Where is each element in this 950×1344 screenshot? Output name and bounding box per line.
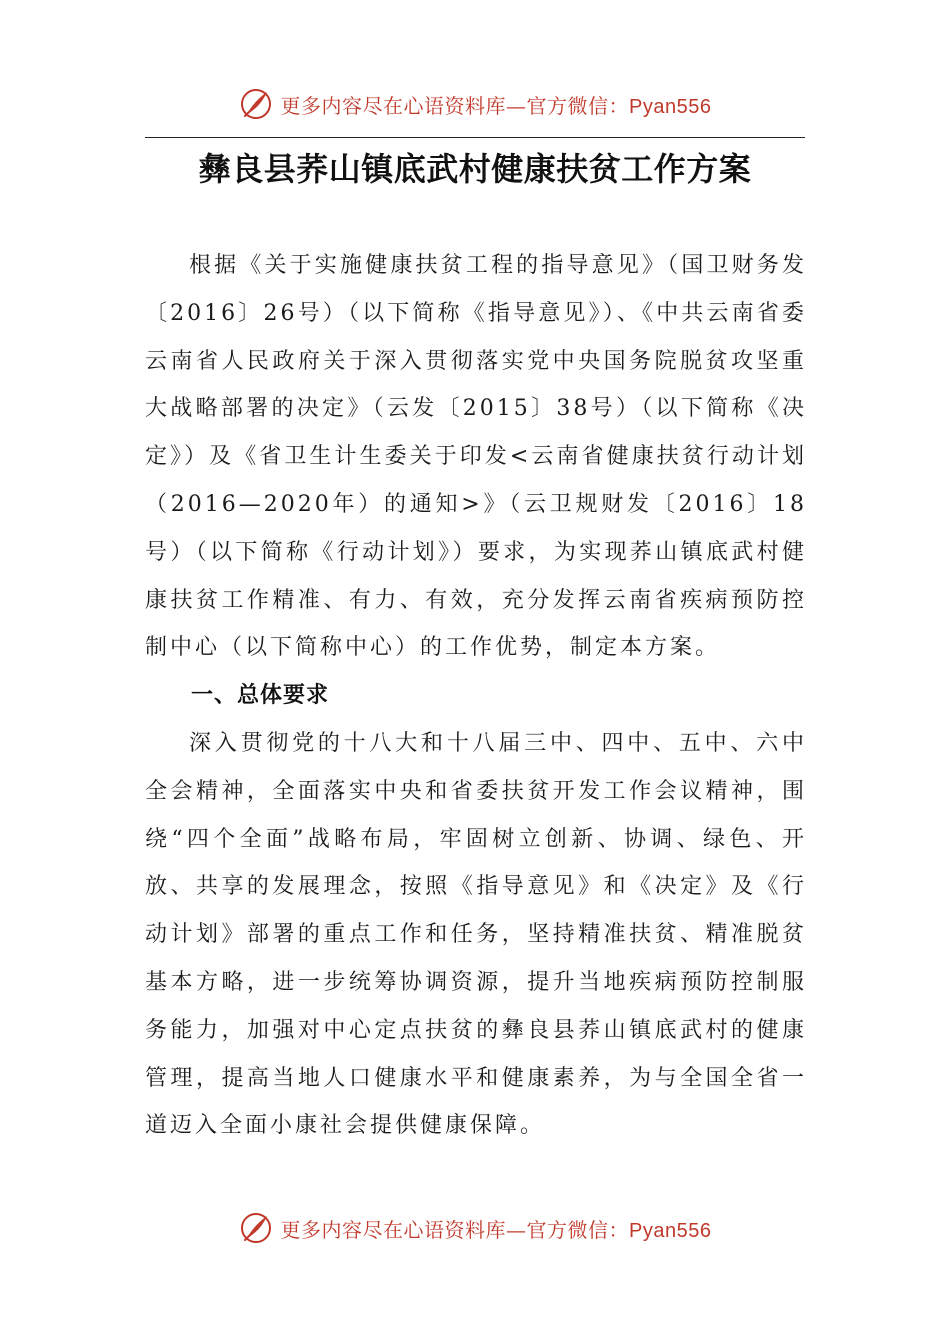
quill-pen-logo-icon xyxy=(239,87,273,121)
watermark-text: 更多内容尽在心语资料库—官方微信：Pyan556 xyxy=(280,93,712,118)
watermark-footer xyxy=(0,1208,950,1248)
wechat-id: Pyan556 xyxy=(629,1219,712,1242)
watermark-text: 更多内容尽在心语资料库—官方微信：Pyan556 xyxy=(280,1217,712,1242)
intro-paragraph: 根据《关于实施健康扶贫工程的指导意见》（国卫财务发〔2016〕26号）（以下简称《指导意见》）、《中共云南省委 云南省人民政府关于深入贯彻落实党中央国务院脱贫攻坚重大战略部署的决定》（云发〔2015〕38号）（以下简称《决定》）及《省卫生计生委关于印发<云南省健康扶贫行动计划 （2016—2020年）的通知>》（云卫规财发〔2016〕18号）（以下简称《行动计划》）要求，为实现荞山镇底武村健康扶贫工作精准、有力、有效，充分发挥云南省疾病预防控制中心（以下简称中心）的工作优势，制定本方案。 xyxy=(145,253,807,661)
watermark-header xyxy=(0,84,950,124)
section-paragraph: 深入贯彻党的十八大和十八届三中、四中、五中、六中全会精神，全面落实中央和省委扶贫开发工作会议精神，围绕“四个全面”战略布局，牢固树立创新、协调、绿色、开放、共享的发展理念，按照《指导意见》和《决定》及《行动计划》部署的重点工作和任务，坚持精准扶贫、精准脱贫基本方略，进一步统筹协调资源，提升当地疾病预防控制服务能力，加强对中心定点扶贫的彝良县荞山镇底武村的健康管理，提高当地人口健康水平和健康素养，为与全国全省一道迈入全面小康社会提供健康保障。 xyxy=(145,730,807,1139)
wechat-id: Pyan556 xyxy=(629,95,712,118)
header-divider xyxy=(145,137,805,138)
section-heading-general-requirements: 一、总体要求 xyxy=(191,683,330,709)
document-body xyxy=(145,242,807,1150)
quill-pen-logo-icon xyxy=(239,1211,273,1245)
document-title: 彝良县荞山镇底武村健康扶贫工作方案 xyxy=(198,150,752,188)
